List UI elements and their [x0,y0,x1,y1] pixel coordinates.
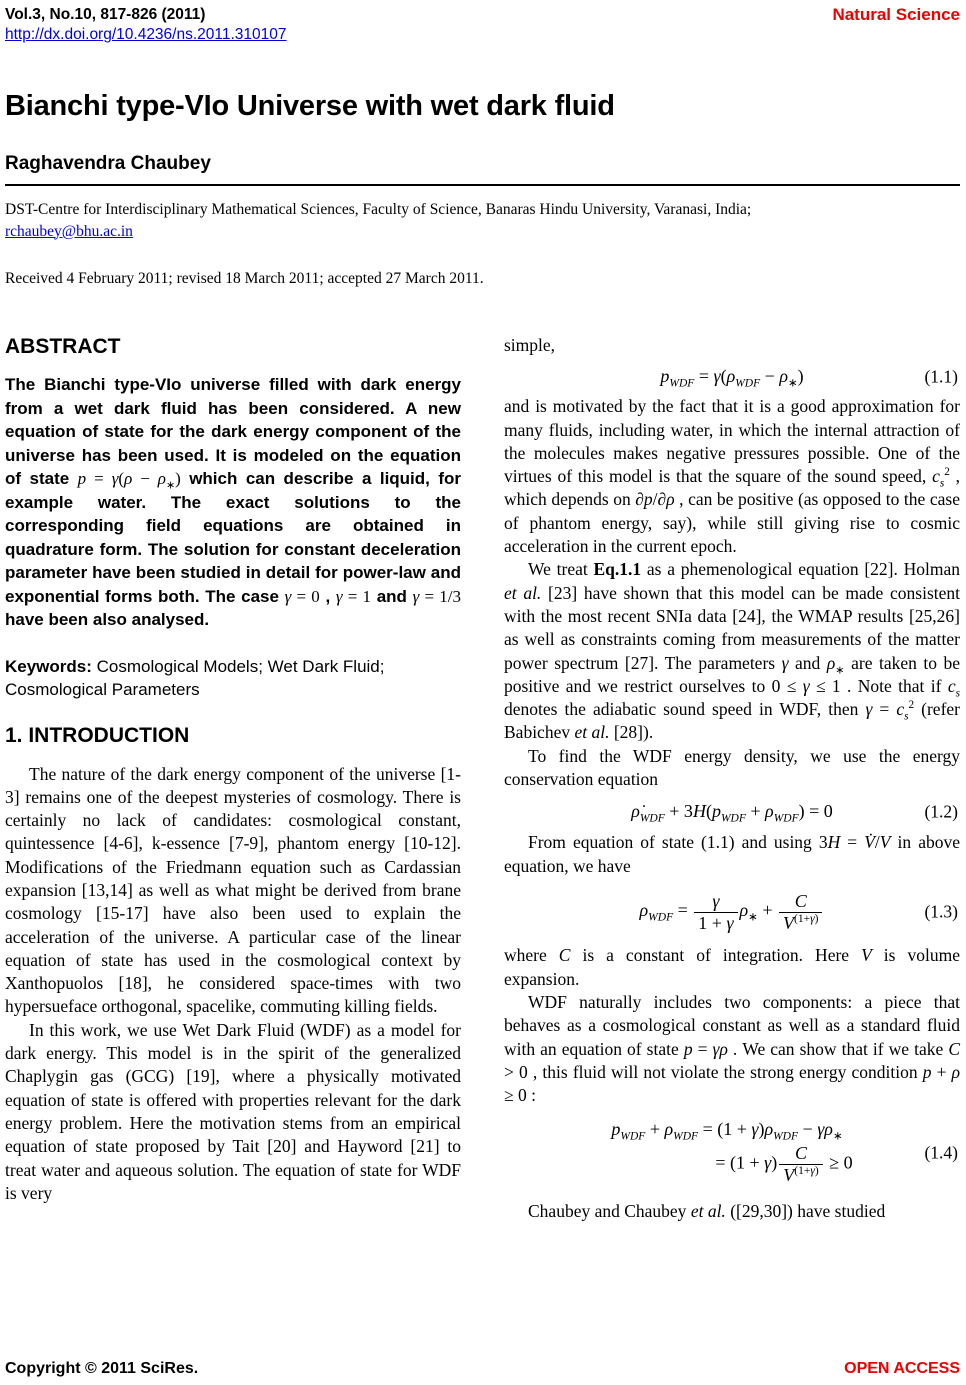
email-link[interactable]: rchaubey@bhu.ac.in [5,222,133,240]
abstract-body: The Bianchi type-VIo universe filled with dark energy from a wet dark fluid has been considered. A new equation of state for the dark energy component of the universe has been used. It is modeled on the equation of state $p = \gamma(\rho - \rho_∗)$ which can describe a liquid, for example water. The exact solutions to the corresponding field equations are obtained in quadrature form. The solution for constant deceleration parameter have been studied in detail for power-law and exponential forms both. The case γ = 0 , γ = 1 and γ = 1/3 have been also analysed. [5,375,462,629]
right-column [504,334,960,1223]
abstract-heading: ABSTRACT [5,335,121,358]
keywords-label: Keywords: [5,656,92,676]
intro-paragraph-2: In this work, we use Wet Dark Fluid (WDF) as a model for dark energy. This model is in the spirit of the generalized Chaplygin gas (GCG) [19], where a physically motivated equation of state is offered with properties relevant for the dark energy problem. Here the motivation stems from an empirical equation of state proposed by Tait [20] and Hayword [21] to treat water and aqueous solution. The equation of state for WDF is very [5,1019,461,1203]
two-column-body [5,334,960,1223]
copyright-notice: Copyright © 2011 SciRes. [5,1360,199,1377]
right-column-text [504,334,960,1223]
paragraph-to-find: To find the WDF energy density, we use the energy conservation equation [504,745,960,790]
paragraph-we-treat: We treat Eq.1.1 as a phemenological equation [22]. Holman et al. [23] have shown that this model can be made consistent with the most recent SNIa data [24], the WMAP results [25,26] as well as constraints coming from measurements of the matter power spectrum [27]. The parameters γ and $\rho_∗$ are taken to be positive and we restrict ourselves to 0 ≤ γ ≤ 1 . Note that if $c_s$ denotes the adiabatic sound speed in WDF, then $\gamma = c_s^2$ (refer Babichev et al. [28]). [504,559,961,743]
page-title: Bianchi type-VIo Universe with wet dark fluid [5,90,615,122]
page-footer [5,1360,960,1378]
journal-name: Natural Science [832,5,960,24]
equation-1-1 [504,366,960,390]
equation-1-3 [504,891,960,933]
author-name: Raghavendra Chaubey [5,153,211,174]
affiliation [5,199,960,242]
introduction-heading: 1. INTRODUCTION [5,723,190,747]
left-column [5,334,461,1223]
equation-1-3-number: (1.3) [924,901,958,922]
paragraph-where-c: where C is a constant of integration. Here V is volume expansion. [504,945,960,989]
received-line: Received 4 February 2011; revised 18 March 2011; accepted 27 March 2011. [5,270,484,287]
keywords-line [5,655,461,702]
paragraph-motivation: and is motivated by the fact that it is a good approximation for many fluids, including water, in which the internal attraction of the molecules makes negative pressures possible. One of the virtues of this model is that the square of the sound speed, $c_s^2$ , which depends on ∂p/∂ρ , can be positive (as opposed to the case of phantom energy, say), while still giving rise to cosmic acceleration in the current epoch. [504,396,961,557]
equation-1-1-number: (1.1) [924,366,958,387]
open-access-badge: OPEN ACCESS [844,1360,960,1377]
paragraph-wdf-naturally: WDF naturally includes two components: a piece that behaves as a cosmological constant as well as a standard fluid with an equation of state p = γρ . We can show that if we take C > 0 , this fluid will not violate the strong energy condition p + ρ ≥ 0 : [504,991,960,1106]
equation-1-2-number: (1.2) [924,801,958,822]
affiliation-text: DST-Centre for Interdisciplinary Mathematical Sciences, Faculty of Science, Banaras Hindu University, Varanasi, India; [5,201,752,218]
keywords-text: Cosmological Models; Wet Dark Fluid; Cosmological Parameters [5,656,385,699]
author-rule [5,184,960,186]
paragraph-from-equation: From equation of state (1.1) and using 3H = V̇/V in above equation, we have [504,832,960,876]
introduction-text [5,763,461,1206]
intro-paragraph-1: The nature of the dark energy component of the universe [1-3] remains one of the deepest mysteries of cosmology. There is certainly no lack of candidates: cosmological constant, quintessence [4-6], k-essence [7-9], phantom energy [10-12]. Modifications of the Friedmann equation such as Cardassian expansion [13,14] as well as what might be derived from brane cosmology [15-17] have also been used to explain the acceleration of the universe. A particular case of the linear equation of state has used in the cosmological context by Xanthopuolos [18], he considered space-times with two hypersueface orthogonal, spacelike, commuting killing fields. [5,763,461,1017]
equation-1-4-line-1: $p_{WDF} + \rho_{WDF} = (1 + \gamma)\rho_{WDF} - \gamma\rho_∗$ [611,1119,843,1143]
page-header [5,5,960,45]
header-left [5,5,287,45]
paragraph-chaubey: Chaubey and Chaubey et al. ([29,30]) have studied [528,1200,886,1221]
equation-1-1-body: $p_{WDF} = \gamma(\rho_{WDF} - \rho_∗)$ [660,366,804,390]
equation-1-3-body: $\rho_{WDF}$ = $\frac{\gamma}{1 + \gamma}$ $\rho_∗$ + $\frac{C}{V^{(1+\gamma)}}$ [640,900,825,920]
equation-1-2 [504,801,960,825]
journal-volume-line: Vol.3, No.10, 817-826 (2011) [5,6,206,23]
equation-1-4-body [611,1119,852,1185]
doi-line [5,25,287,45]
doi-link[interactable]: http://dx.doi.org/10.4236/ns.2011.310107 [5,26,287,43]
equation-1-4-number: (1.4) [924,1142,958,1163]
equation-1-2-body: $\rhȯ_{WDF} + 3H(p_{WDF} + \rho_{WDF}) = 0$ [631,801,833,825]
equation-1-4-line-2: = (1 + γ) $\frac{C}{V^{(1+\gamma)}}$ ≥ 0 [715,1143,853,1186]
equation-1-4 [504,1119,960,1185]
lead-in-text: simple, [504,335,556,355]
